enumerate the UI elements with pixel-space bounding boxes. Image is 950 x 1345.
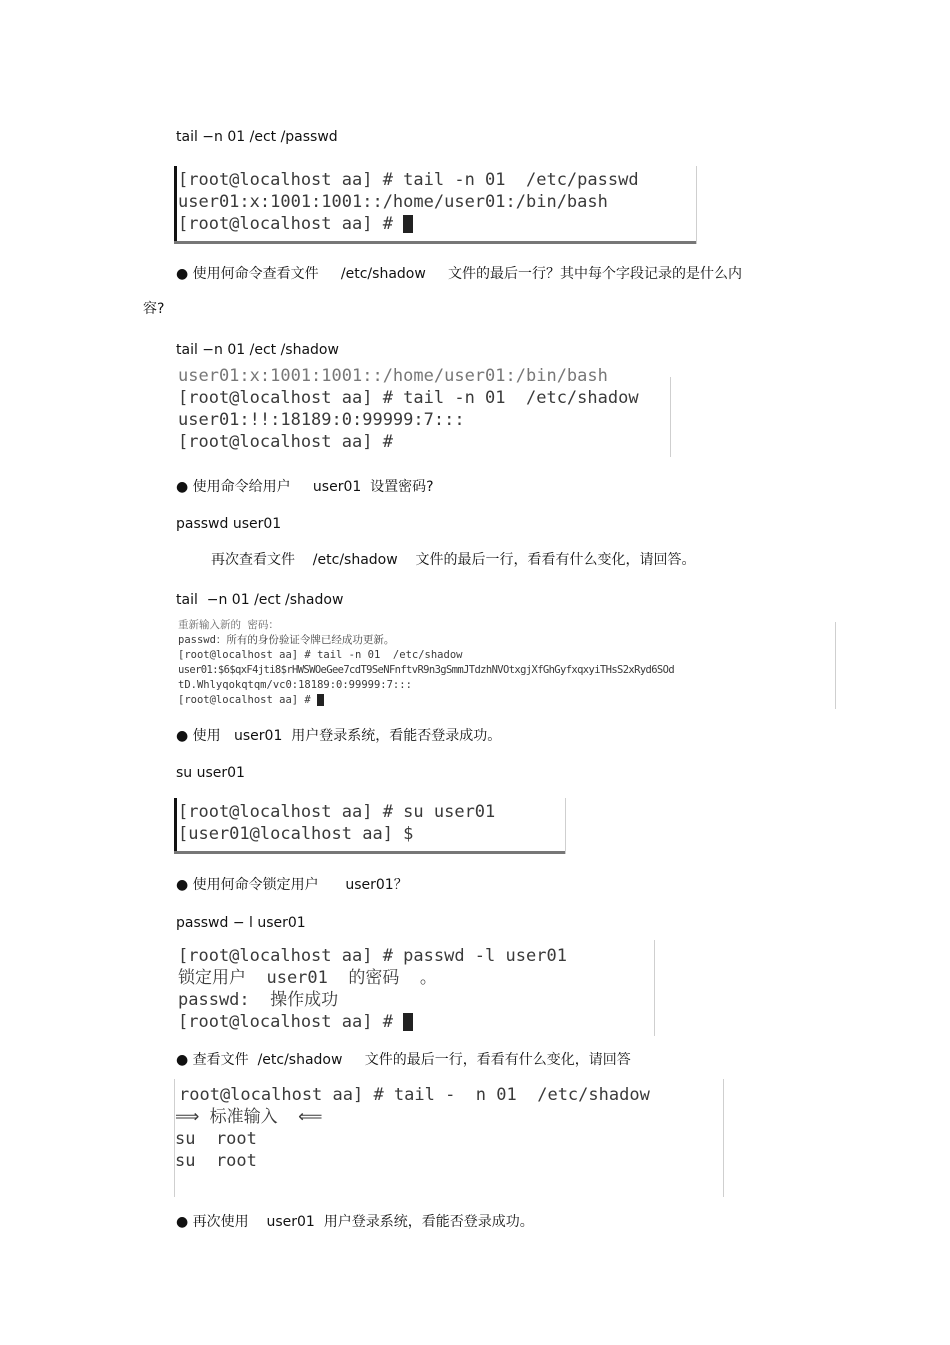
terminal-border	[174, 798, 177, 854]
terminal-screenshot-shadow-hash	[174, 619, 836, 709]
terminal-line: [root@localhost aa] # passwd -l user01	[178, 946, 567, 966]
terminal-line: passwd：所有的身份验证令牌已经成功更新。	[178, 634, 395, 646]
terminal-line: [root@localhost aa] # tail -n 01 /etc/shadow	[178, 649, 463, 661]
terminal-screenshot-shadow-locked	[174, 1079, 724, 1197]
terminal-screenshot-su	[174, 798, 566, 854]
question-text: ● 使用 user01 用户登录系统，看能否登录成功。	[176, 728, 502, 744]
terminal-line: su root	[175, 1129, 257, 1149]
terminal-line: user01:$6$qxF4jti8$rHWSWOeGee7cdT9SeNFnftvR9n3gSmmJTdzhNVOtxgjXfGhGyfxqxyiTHsS2xRyd6SOd	[178, 664, 675, 676]
command-text: tail −n 01 /ect /passwd	[176, 129, 338, 145]
terminal-line: tD.Whlyqokqtqm/vc0:18189:0:99999:7:::	[178, 679, 412, 691]
terminal-line: su root	[175, 1151, 257, 1171]
terminal-line: user01:!!:18189:0:99999:7:::	[178, 410, 465, 430]
terminal-border	[174, 166, 177, 244]
terminal-line	[178, 1011, 413, 1033]
terminal-screenshot-shadow	[174, 366, 671, 457]
terminal-line	[178, 693, 324, 708]
terminal-line: [user01@localhost aa] $	[178, 824, 414, 844]
terminal-line: ⟹ 标准输入 ⟸	[175, 1107, 323, 1127]
terminal-line: [root@localhost aa] # tail -n 01 /etc/shadow	[178, 388, 639, 408]
cursor-block	[403, 215, 413, 233]
terminal-screenshot-passwd	[174, 166, 697, 244]
terminal-line: [root@localhost aa] # tail -n 01 /etc/passwd	[178, 170, 639, 190]
terminal-line: [root@localhost aa] #	[178, 432, 393, 452]
question-text-cont: 容?	[143, 301, 165, 317]
terminal-prompt: [root@localhost aa] #	[178, 694, 311, 706]
question-text: ● 使用何命令查看文件 /etc/shadow 文件的最后一行？其中每个字段记录的是什么内	[176, 266, 743, 282]
terminal-line: [root@localhost aa] # su user01	[178, 802, 496, 822]
command-text: tail −n 01 /ect /shadow	[176, 592, 344, 608]
question-text: 再次查看文件 /etc/shadow 文件的最后一行，看看有什么变化，请回答。	[211, 552, 696, 568]
command-text: su user01	[176, 765, 245, 781]
terminal-border	[174, 851, 565, 854]
terminal-prompt: [root@localhost aa] #	[178, 214, 393, 234]
terminal-line	[178, 213, 413, 235]
command-text: tail −n 01 /ect /shadow	[176, 342, 339, 358]
terminal-prompt: [root@localhost aa] #	[178, 1012, 393, 1032]
terminal-screenshot-lock	[174, 940, 655, 1036]
terminal-line: user01:x:1001:1001::/home/user01:/bin/bash	[178, 192, 608, 212]
command-text: passwd user01	[176, 516, 282, 532]
terminal-line: passwd: 操作成功	[178, 990, 339, 1010]
command-text: passwd − l user01	[176, 915, 306, 931]
terminal-line-cut: user01:x:1001:1001::/home/user01:/bin/bash	[178, 366, 608, 386]
terminal-line: root@localhost aa] # tail - n 01 /etc/shadow	[179, 1085, 650, 1105]
question-text: ● 查看文件 /etc/shadow 文件的最后一行，看看有什么变化，请回答	[176, 1052, 631, 1068]
cursor-block	[317, 694, 324, 706]
terminal-border	[174, 241, 696, 244]
question-text: ● 再次使用 user01 用户登录系统，看能否登录成功。	[176, 1214, 534, 1230]
cursor-block	[403, 1013, 413, 1031]
terminal-line-cut: 重新输入新的 密码：	[178, 619, 279, 631]
question-text: ● 使用命令给用户 user01 设置密码?	[176, 479, 434, 495]
question-text: ● 使用何命令锁定用户 user01？	[176, 877, 408, 893]
terminal-line: 锁定用户 user01 的密码 。	[178, 968, 437, 988]
